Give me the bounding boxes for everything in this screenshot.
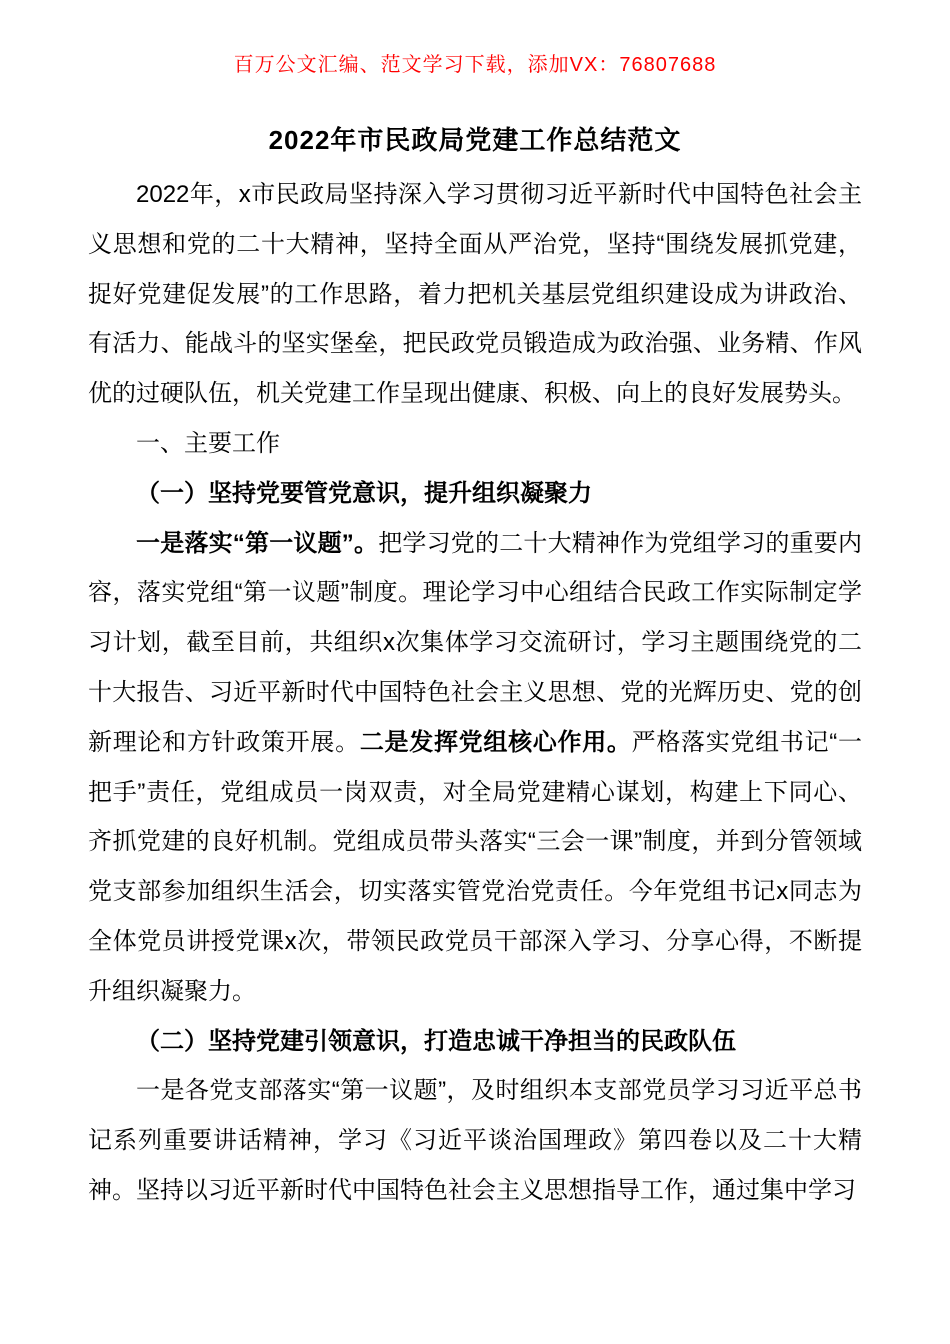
text-run: 把学习党的二十大精神作为党组学习的重要内容，落实党组“第一议题”制度。理论学习中心组结合民政工作实际制定学习计划，截至目前，共组织x次集体学习交流研讨，学习主题围绕党的二十大报告、习近平新时代中国特色社会主义思想、党的光辉历史、党的创新理论和方针政策开展。: [88, 529, 863, 756]
text-run-bold: 一是落实“第一议题”。: [136, 529, 379, 557]
text-run: 2022年，x市民政局坚持深入学习贯彻习近平新时代中国特色社会主义思想和党的二十大精神，坚持全面从严治党，坚持“围绕发展抓党建，捉好党建促发展”的工作思路，着力把机关基层党组织建设成为讲政治、有活力、能战斗的坚实堡垒，把民政党员锻造成为政治强、业务精、作风优的过硬队伍，机关党建工作呈现出健康、积极、向上的良好发展势头。: [88, 181, 862, 408]
text-run: 严格落实党组书记“一把手”责任，党组成员一岗双责，对全局党建精心谋划，构建上下同心、齐抓党建的良好机制。党组成员带头落实“三会一课”制度，并到分管领域党支部参加组织生活会，切实落实管党治党责任。今年党组书记x同志为全体党员讲授党课x次，带领民政党员干部深入学习、分享心得，不断提升组织凝聚力。: [88, 728, 863, 1005]
section-heading-1: [88, 419, 862, 469]
subsection-heading-2: [88, 1017, 862, 1067]
document-title: 2022年市民政局党建工作总结范文: [268, 125, 682, 155]
text-run-bold: （一）坚持党要管党意识，提升组织凝聚力: [136, 479, 592, 507]
text-run: 一是各党支部落实“第一议题”，及时组织本支部党员学习习近平总书记系列重要讲话精神，学习《习近平谈治国理政》第四卷以及二十大精神。坚持以习近平新时代中国特色社会主义思想指导工作，通过集中学习: [88, 1077, 862, 1204]
text-run-bold: 二是发挥党组核心作用。: [359, 728, 632, 756]
text-run-bold: （二）坚持党建引领意识，打造忠诚干净担当的民政队伍: [136, 1027, 736, 1055]
document-body: [88, 170, 862, 1216]
paragraph-section-2: [88, 1066, 862, 1215]
paragraph-intro: [88, 170, 862, 419]
subsection-heading-1: [88, 469, 862, 519]
header-notice: 百万公文汇编、范文学习下载，添加VX：76807688: [233, 54, 717, 76]
paragraph-section-1: [88, 519, 862, 1017]
text-run: 一、主要工作: [136, 429, 280, 457]
